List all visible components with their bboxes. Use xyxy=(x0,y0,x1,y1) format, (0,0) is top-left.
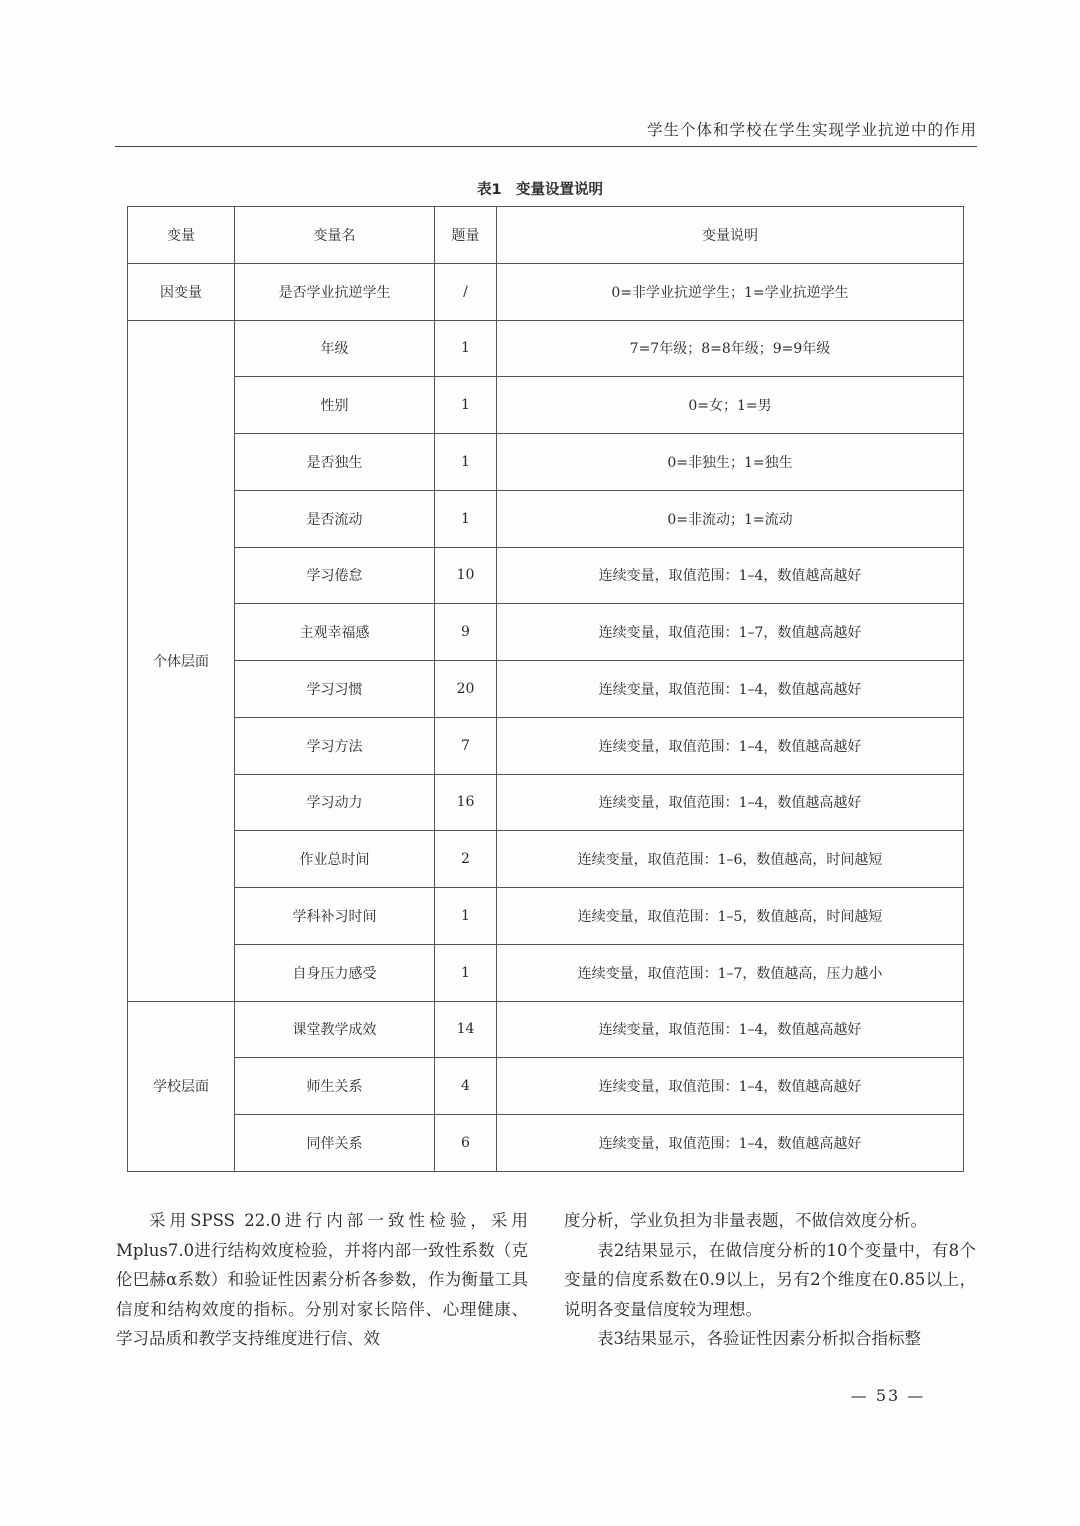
item-count-cell: 1 xyxy=(435,434,497,491)
item-count-cell: 9 xyxy=(435,604,497,661)
variable-name-cell: 年级 xyxy=(235,320,435,377)
header-cell: 变量 xyxy=(128,207,235,264)
variable-table xyxy=(127,206,964,1172)
table-row xyxy=(128,320,964,377)
variable-description-cell: 连续变量，取值范围：1–4，数值越高越好 xyxy=(497,547,964,604)
item-count-cell: 1 xyxy=(435,320,497,377)
variable-description-cell: 0=非流动；1=流动 xyxy=(497,490,964,547)
variable-name-cell: 是否独生 xyxy=(235,434,435,491)
item-count-cell: 16 xyxy=(435,774,497,831)
variable-name-cell: 同伴关系 xyxy=(235,1115,435,1172)
page-number: — 53 — xyxy=(850,1386,926,1405)
variable-description-cell: 连续变量，取值范围：1–6，数值越高，时间越短 xyxy=(497,831,964,888)
header-cell: 变量说明 xyxy=(497,207,964,264)
table-row xyxy=(128,944,964,1001)
item-count-cell: 14 xyxy=(435,1001,497,1058)
header-cell: 变量名 xyxy=(235,207,435,264)
variable-description-cell: 连续变量，取值范围：1–4，数值越高越好 xyxy=(497,1115,964,1172)
table-row xyxy=(128,490,964,547)
variable-name-cell: 学习倦怠 xyxy=(235,547,435,604)
group-label-cell: 因变量 xyxy=(128,263,235,320)
variable-name-cell: 学习动力 xyxy=(235,774,435,831)
table-header-row xyxy=(128,207,964,264)
variable-description-cell: 连续变量，取值范围：1–4，数值越高越好 xyxy=(497,1058,964,1115)
table-row xyxy=(128,547,964,604)
variable-name-cell: 是否学业抗逆学生 xyxy=(235,263,435,320)
item-count-cell: 10 xyxy=(435,547,497,604)
variable-name-cell: 自身压力感受 xyxy=(235,944,435,1001)
variable-description-cell: 连续变量，取值范围：1–4，数值越高越好 xyxy=(497,661,964,718)
body-left-column xyxy=(116,1206,528,1354)
paragraph: 表3结果显示，各验证性因素分析拟合指标整 xyxy=(597,1329,921,1348)
item-count-cell: 1 xyxy=(435,888,497,945)
item-count-cell: 7 xyxy=(435,717,497,774)
item-count-cell: 20 xyxy=(435,661,497,718)
table-row xyxy=(128,604,964,661)
item-count-cell: 2 xyxy=(435,831,497,888)
variable-name-cell: 学习习惯 xyxy=(235,661,435,718)
variable-name-cell: 作业总时间 xyxy=(235,831,435,888)
table-row xyxy=(128,1115,964,1172)
variable-name-cell: 课堂教学成效 xyxy=(235,1001,435,1058)
table-body xyxy=(128,263,964,1171)
item-count-cell: / xyxy=(435,263,497,320)
table-caption: 表1 变量设置说明 xyxy=(476,182,604,198)
group-label-cell: 个体层面 xyxy=(128,320,235,1001)
table-row xyxy=(128,377,964,434)
table-row xyxy=(128,717,964,774)
variable-description-cell: 连续变量，取值范围：1–7，数值越高越好 xyxy=(497,604,964,661)
paragraph: 表2结果显示，在做信度分析的10个变量中，有8个变量的信度系数在0.9以上，另有2个维度在0.85以上，说明各变量信度较为理想。 xyxy=(564,1240,976,1319)
table-row xyxy=(128,1058,964,1115)
table-row xyxy=(128,774,964,831)
table-row xyxy=(128,1001,964,1058)
table-row xyxy=(128,888,964,945)
item-count-cell: 1 xyxy=(435,490,497,547)
table-row xyxy=(128,831,964,888)
variable-name-cell: 主观幸福感 xyxy=(235,604,435,661)
item-count-cell: 6 xyxy=(435,1115,497,1172)
variable-name-cell: 学习方法 xyxy=(235,717,435,774)
variable-description-cell: 0=女；1=男 xyxy=(497,377,964,434)
header-cell: 题量 xyxy=(435,207,497,264)
table-row xyxy=(128,661,964,718)
table-row xyxy=(128,434,964,491)
variable-description-cell: 连续变量，取值范围：1–4，数值越高越好 xyxy=(497,1001,964,1058)
header-rule xyxy=(115,146,977,147)
running-head: 学生个体和学校在学生实现学业抗逆中的作用 xyxy=(646,121,977,139)
variable-description-cell: 连续变量，取值范围：1–4，数值越高越好 xyxy=(497,774,964,831)
body-right-column xyxy=(564,1206,976,1354)
variable-description-cell: 连续变量，取值范围：1–4，数值越高越好 xyxy=(497,717,964,774)
variable-name-cell: 师生关系 xyxy=(235,1058,435,1115)
variable-name-cell: 是否流动 xyxy=(235,490,435,547)
table-row xyxy=(128,263,964,320)
variable-description-cell: 0=非独生；1=独生 xyxy=(497,434,964,491)
variable-name-cell: 学科补习时间 xyxy=(235,888,435,945)
variable-description-cell: 连续变量，取值范围：1–7，数值越高，压力越小 xyxy=(497,944,964,1001)
item-count-cell: 1 xyxy=(435,944,497,1001)
variable-description-cell: 7=7年级；8=8年级；9=9年级 xyxy=(497,320,964,377)
variable-name-cell: 性别 xyxy=(235,377,435,434)
item-count-cell: 4 xyxy=(435,1058,497,1115)
variable-description-cell: 0=非学业抗逆学生；1=学业抗逆学生 xyxy=(497,263,964,320)
paragraph: 度分析，学业负担为非量表题，不做信效度分析。 xyxy=(564,1211,927,1230)
group-label-cell: 学校层面 xyxy=(128,1001,235,1171)
item-count-cell: 1 xyxy=(435,377,497,434)
variable-description-cell: 连续变量，取值范围：1–5，数值越高，时间越短 xyxy=(497,888,964,945)
paragraph: 采用SPSS 22.0进行内部一致性检验，采用Mplus7.0进行结构效度检验，并将内部一致性系数（克伦巴赫α系数）和验证性因素分析各参数，作为衡量工具信度和结构效度的指标。分别对家长陪伴、心理健康、学习品质和教学支持维度进行信、效 xyxy=(116,1211,528,1348)
